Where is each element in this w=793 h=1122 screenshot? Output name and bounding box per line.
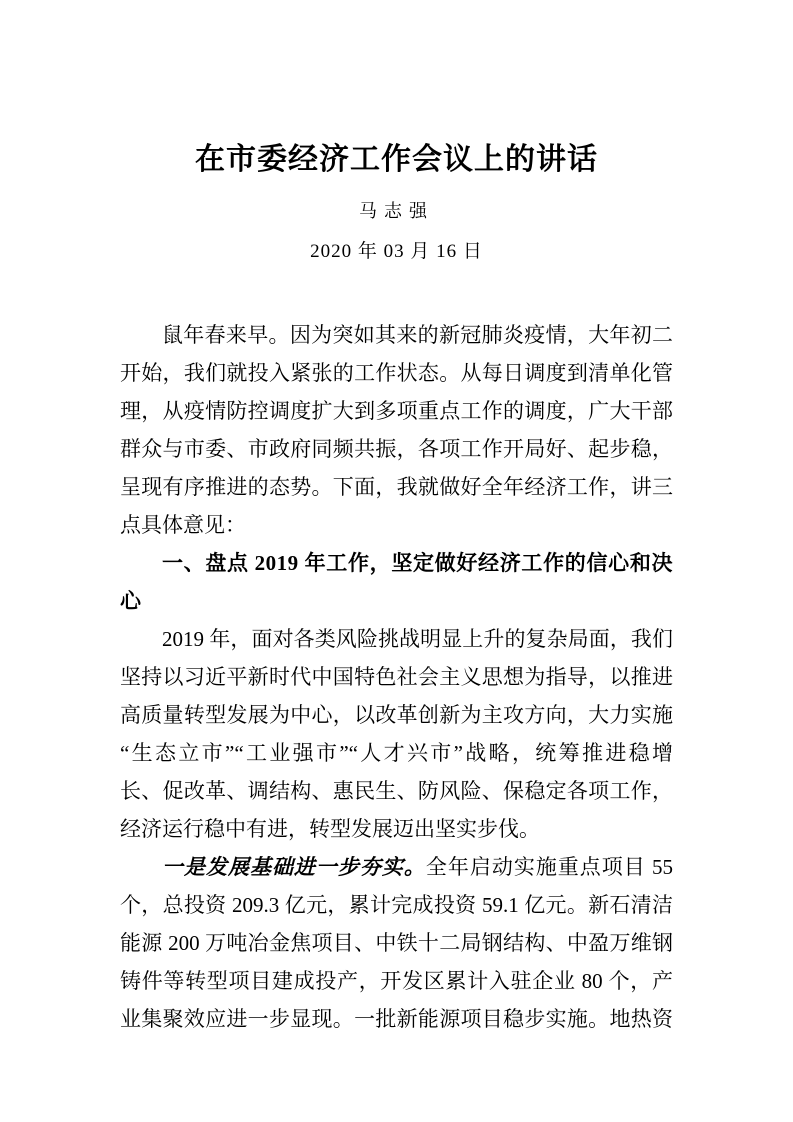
text-line: 群众与市委、市政府同频共振，各项工作开局好、起步稳， bbox=[120, 437, 673, 461]
text-line: 个，总投资 209.3 亿元，累计完成投资 59.1 亿元。新石清洁 bbox=[120, 893, 673, 917]
text-line: 坚持以习近平新时代中国特色社会主义思想为指导，以推进 bbox=[120, 665, 673, 689]
heading-line: 心 bbox=[120, 589, 142, 613]
document-body bbox=[120, 316, 673, 1038]
author-name: 马志强 bbox=[359, 201, 434, 221]
paragraph-3 bbox=[120, 848, 673, 1038]
text-line: 鼠年春来早。因为突如其来的新冠肺炎疫情，大年初二 bbox=[162, 323, 673, 347]
text-line bbox=[120, 848, 673, 886]
text-line: 铸件等转型项目建成投产，开发区累计入驻企业 80 个，产 bbox=[120, 969, 673, 993]
text-line: 呈现有序推进的态势。下面，我就做好全年经济工作，讲三 bbox=[120, 475, 673, 499]
text-line: 2019 年，面对各类风险挑战明显上升的复杂局面，我们 bbox=[162, 627, 673, 651]
text-line: 开始，我们就投入紧张的工作状态。从每日调度到清单化管 bbox=[120, 361, 673, 385]
document-date: 2020 年 03 月 16 日 bbox=[310, 241, 483, 262]
emphasis-text: 一是发展基础进一步夯实。 bbox=[162, 855, 426, 879]
text-line: 能源 200 万吨冶金焦项目、中铁十二局钢结构、中盈万维钢 bbox=[120, 931, 673, 955]
heading-line: 一、盘点 2019 年工作，坚定做好经济工作的信心和决 bbox=[162, 551, 673, 575]
text-line: 长、促改革、调结构、惠民生、防风险、保稳定各项工作， bbox=[120, 779, 673, 803]
text-line: 理，从疫情防控调度扩大到多项重点工作的调度，广大干部 bbox=[120, 399, 673, 423]
text-line: 点具体意见： bbox=[120, 513, 246, 537]
document-title: 在市委经济工作会议上的讲话 bbox=[195, 143, 598, 176]
paragraph-2 bbox=[120, 620, 673, 848]
text-line: 经济运行稳中有进，转型发展迈出坚实步伐。 bbox=[120, 817, 540, 841]
text-line: 高质量转型发展为中心，以改革创新为主攻方向，大力实施 bbox=[120, 703, 673, 727]
text-line: 业集聚效应进一步显现。一批新能源项目稳步实施。地热资 bbox=[120, 1007, 673, 1031]
section-heading-1 bbox=[120, 544, 673, 620]
text-run: 全年启动实施重点项目 55 bbox=[425, 855, 674, 879]
paragraph-1 bbox=[120, 316, 673, 544]
text-line: “生态立市”“工业强市”“人才兴市”战略，统筹推进稳增 bbox=[120, 741, 673, 765]
